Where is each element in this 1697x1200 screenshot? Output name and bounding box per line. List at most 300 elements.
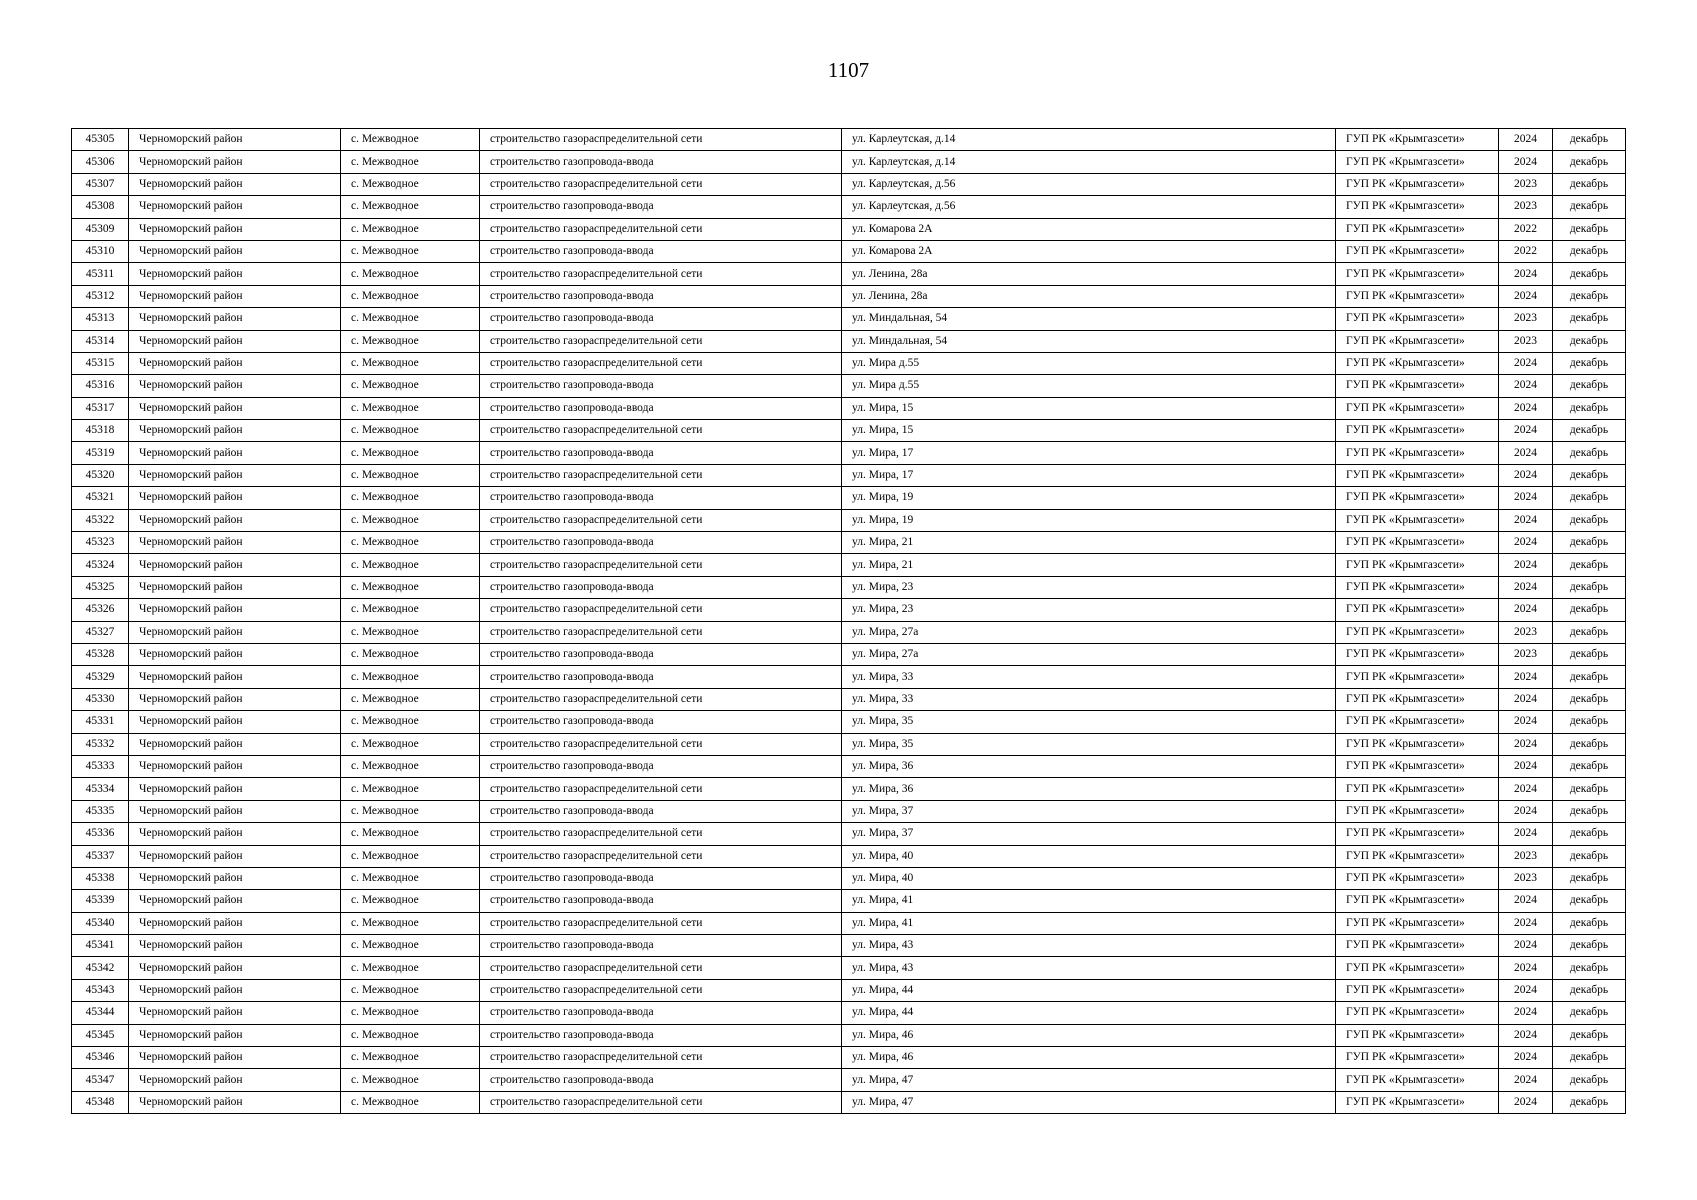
table-row <box>72 532 1626 554</box>
settlement-cell: с. Межводное <box>341 308 480 330</box>
settlement-cell: с. Межводное <box>341 688 480 710</box>
work-type-cell: строительство газопровода-ввода <box>480 711 842 733</box>
district-cell: Черноморский район <box>129 151 341 173</box>
work-type-cell: строительство газораспределительной сети <box>480 330 842 352</box>
district-cell: Черноморский район <box>129 1091 341 1113</box>
year-cell: 2023 <box>1499 173 1553 195</box>
year-cell: 2024 <box>1499 1024 1553 1046</box>
month-cell: декабрь <box>1553 1024 1626 1046</box>
district-cell: Черноморский район <box>129 352 341 374</box>
year-cell: 2023 <box>1499 308 1553 330</box>
month-cell: декабрь <box>1553 1002 1626 1024</box>
contractor-cell: ГУП РК «Крымгазсети» <box>1336 308 1499 330</box>
work-type-cell: строительство газопровода-ввода <box>480 240 842 262</box>
table-row <box>72 912 1626 934</box>
work-type-cell: строительство газопровода-ввода <box>480 532 842 554</box>
contractor-cell: ГУП РК «Крымгазсети» <box>1336 845 1499 867</box>
work-type-cell: строительство газораспределительной сети <box>480 509 842 531</box>
month-cell: декабрь <box>1553 308 1626 330</box>
month-cell: декабрь <box>1553 1091 1626 1113</box>
row-number-cell: 45319 <box>72 442 129 464</box>
month-cell: декабрь <box>1553 1047 1626 1069</box>
address-cell: ул. Миндальная, 54 <box>842 308 1336 330</box>
work-type-cell: строительство газораспределительной сети <box>480 957 842 979</box>
work-type-cell: строительство газораспределительной сети <box>480 621 842 643</box>
table-row <box>72 935 1626 957</box>
table-row <box>72 308 1626 330</box>
page-number: 1107 <box>827 58 870 82</box>
month-cell: декабрь <box>1553 240 1626 262</box>
year-cell: 2024 <box>1499 800 1553 822</box>
month-cell: декабрь <box>1553 218 1626 240</box>
contractor-cell: ГУП РК «Крымгазсети» <box>1336 1002 1499 1024</box>
row-number-cell: 45325 <box>72 576 129 598</box>
year-cell: 2024 <box>1499 151 1553 173</box>
month-cell: декабрь <box>1553 1069 1626 1091</box>
work-type-cell: строительство газораспределительной сети <box>480 263 842 285</box>
table-row <box>72 1091 1626 1113</box>
contractor-cell: ГУП РК «Крымгазсети» <box>1336 957 1499 979</box>
year-cell: 2024 <box>1499 599 1553 621</box>
row-number-cell: 45327 <box>72 621 129 643</box>
address-cell: ул. Мира, 37 <box>842 800 1336 822</box>
district-cell: Черноморский район <box>129 688 341 710</box>
table-row <box>72 129 1626 151</box>
address-cell: ул. Мира, 43 <box>842 957 1336 979</box>
year-cell: 2024 <box>1499 711 1553 733</box>
contractor-cell: ГУП РК «Крымгазсети» <box>1336 890 1499 912</box>
year-cell: 2024 <box>1499 576 1553 598</box>
year-cell: 2024 <box>1499 464 1553 486</box>
address-cell: ул. Мира, 15 <box>842 397 1336 419</box>
address-cell: ул. Ленина, 28а <box>842 285 1336 307</box>
table-row <box>72 375 1626 397</box>
row-number-cell: 45338 <box>72 867 129 889</box>
address-cell: ул. Мира, 19 <box>842 509 1336 531</box>
table-row <box>72 1047 1626 1069</box>
contractor-cell: ГУП РК «Крымгазсети» <box>1336 1069 1499 1091</box>
contractor-cell: ГУП РК «Крымгазсети» <box>1336 666 1499 688</box>
row-number-cell: 45331 <box>72 711 129 733</box>
month-cell: декабрь <box>1553 912 1626 934</box>
row-number-cell: 45330 <box>72 688 129 710</box>
settlement-cell: с. Межводное <box>341 352 480 374</box>
row-number-cell: 45320 <box>72 464 129 486</box>
settlement-cell: с. Межводное <box>341 487 480 509</box>
address-cell: ул. Карлеутская, д.56 <box>842 173 1336 195</box>
work-type-cell: строительство газопровода-ввода <box>480 487 842 509</box>
address-cell: ул. Мира, 43 <box>842 935 1336 957</box>
year-cell: 2024 <box>1499 688 1553 710</box>
settlement-cell: с. Межводное <box>341 375 480 397</box>
contractor-cell: ГУП РК «Крымгазсети» <box>1336 599 1499 621</box>
contractor-cell: ГУП РК «Крымгазсети» <box>1336 420 1499 442</box>
row-number-cell: 45316 <box>72 375 129 397</box>
contractor-cell: ГУП РК «Крымгазсети» <box>1336 196 1499 218</box>
table-row <box>72 755 1626 777</box>
district-cell: Черноморский район <box>129 218 341 240</box>
row-number-cell: 45310 <box>72 240 129 262</box>
work-type-cell: строительство газопровода-ввода <box>480 890 842 912</box>
settlement-cell: с. Межводное <box>341 129 480 151</box>
row-number-cell: 45318 <box>72 420 129 442</box>
table-row <box>72 957 1626 979</box>
year-cell: 2024 <box>1499 532 1553 554</box>
district-cell: Черноморский район <box>129 755 341 777</box>
settlement-cell: с. Межводное <box>341 397 480 419</box>
address-cell: ул. Ленина, 28а <box>842 263 1336 285</box>
year-cell: 2024 <box>1499 979 1553 1001</box>
row-number-cell: 45341 <box>72 935 129 957</box>
contractor-cell: ГУП РК «Крымгазсети» <box>1336 397 1499 419</box>
contractor-cell: ГУП РК «Крымгазсети» <box>1336 979 1499 1001</box>
contractor-cell: ГУП РК «Крымгазсети» <box>1336 464 1499 486</box>
month-cell: декабрь <box>1553 464 1626 486</box>
row-number-cell: 45332 <box>72 733 129 755</box>
work-type-cell: строительство газораспределительной сети <box>480 420 842 442</box>
district-cell: Черноморский район <box>129 375 341 397</box>
work-type-cell: строительство газопровода-ввода <box>480 1024 842 1046</box>
settlement-cell: с. Межводное <box>341 935 480 957</box>
address-cell: ул. Мира, 35 <box>842 711 1336 733</box>
settlement-cell: с. Межводное <box>341 442 480 464</box>
year-cell: 2024 <box>1499 778 1553 800</box>
table-row <box>72 979 1626 1001</box>
table-row <box>72 733 1626 755</box>
settlement-cell: с. Межводное <box>341 1024 480 1046</box>
settlement-cell: с. Межводное <box>341 957 480 979</box>
row-number-cell: 45336 <box>72 823 129 845</box>
work-type-cell: строительство газораспределительной сети <box>480 912 842 934</box>
district-cell: Черноморский район <box>129 420 341 442</box>
table-row <box>72 442 1626 464</box>
month-cell: декабрь <box>1553 957 1626 979</box>
work-type-cell: строительство газопровода-ввода <box>480 151 842 173</box>
contractor-cell: ГУП РК «Крымгазсети» <box>1336 240 1499 262</box>
contractor-cell: ГУП РК «Крымгазсети» <box>1336 823 1499 845</box>
year-cell: 2024 <box>1499 285 1553 307</box>
table-row <box>72 173 1626 195</box>
month-cell: декабрь <box>1553 554 1626 576</box>
settlement-cell: с. Межводное <box>341 196 480 218</box>
table-row <box>72 151 1626 173</box>
row-number-cell: 45314 <box>72 330 129 352</box>
month-cell: декабрь <box>1553 151 1626 173</box>
contractor-cell: ГУП РК «Крымгазсети» <box>1336 688 1499 710</box>
table-row <box>72 397 1626 419</box>
settlement-cell: с. Межводное <box>341 263 480 285</box>
row-number-cell: 45346 <box>72 1047 129 1069</box>
address-cell: ул. Мира, 41 <box>842 912 1336 934</box>
row-number-cell: 45345 <box>72 1024 129 1046</box>
month-cell: декабрь <box>1553 599 1626 621</box>
district-cell: Черноморский район <box>129 867 341 889</box>
address-cell: ул. Комарова 2А <box>842 240 1336 262</box>
work-type-cell: строительство газопровода-ввода <box>480 308 842 330</box>
district-cell: Черноморский район <box>129 554 341 576</box>
month-cell: декабрь <box>1553 576 1626 598</box>
month-cell: декабрь <box>1553 711 1626 733</box>
district-cell: Черноморский район <box>129 733 341 755</box>
table-row <box>72 599 1626 621</box>
row-number-cell: 45317 <box>72 397 129 419</box>
work-type-cell: строительство газопровода-ввода <box>480 666 842 688</box>
table-row <box>72 285 1626 307</box>
district-cell: Черноморский район <box>129 643 341 665</box>
year-cell: 2024 <box>1499 397 1553 419</box>
table-row <box>72 800 1626 822</box>
month-cell: декабрь <box>1553 375 1626 397</box>
year-cell: 2024 <box>1499 352 1553 374</box>
district-cell: Черноморский район <box>129 823 341 845</box>
settlement-cell: с. Межводное <box>341 755 480 777</box>
registry-table <box>71 128 1626 1114</box>
contractor-cell: ГУП РК «Крымгазсети» <box>1336 151 1499 173</box>
work-type-cell: строительство газораспределительной сети <box>480 845 842 867</box>
contractor-cell: ГУП РК «Крымгазсети» <box>1336 218 1499 240</box>
month-cell: декабрь <box>1553 129 1626 151</box>
table-body <box>72 129 1626 1114</box>
year-cell: 2024 <box>1499 733 1553 755</box>
table-row <box>72 1069 1626 1091</box>
year-cell: 2024 <box>1499 666 1553 688</box>
contractor-cell: ГУП РК «Крымгазсети» <box>1336 554 1499 576</box>
settlement-cell: с. Межводное <box>341 823 480 845</box>
row-number-cell: 45347 <box>72 1069 129 1091</box>
table-row <box>72 666 1626 688</box>
row-number-cell: 45326 <box>72 599 129 621</box>
month-cell: декабрь <box>1553 867 1626 889</box>
row-number-cell: 45340 <box>72 912 129 934</box>
work-type-cell: строительство газопровода-ввода <box>480 1069 842 1091</box>
address-cell: ул. Мира, 21 <box>842 532 1336 554</box>
work-type-cell: строительство газопровода-ввода <box>480 442 842 464</box>
month-cell: декабрь <box>1553 442 1626 464</box>
address-cell: ул. Мира, 37 <box>842 823 1336 845</box>
contractor-cell: ГУП РК «Крымгазсети» <box>1336 330 1499 352</box>
address-cell: ул. Мира д.55 <box>842 375 1336 397</box>
district-cell: Черноморский район <box>129 599 341 621</box>
district-cell: Черноморский район <box>129 240 341 262</box>
address-cell: ул. Мира, 23 <box>842 576 1336 598</box>
settlement-cell: с. Межводное <box>341 778 480 800</box>
year-cell: 2024 <box>1499 890 1553 912</box>
row-number-cell: 45335 <box>72 800 129 822</box>
settlement-cell: с. Межводное <box>341 1002 480 1024</box>
district-cell: Черноморский район <box>129 576 341 598</box>
district-cell: Черноморский район <box>129 845 341 867</box>
settlement-cell: с. Межводное <box>341 464 480 486</box>
district-cell: Черноморский район <box>129 487 341 509</box>
address-cell: ул. Мира, 15 <box>842 420 1336 442</box>
year-cell: 2024 <box>1499 375 1553 397</box>
contractor-cell: ГУП РК «Крымгазсети» <box>1336 1091 1499 1113</box>
settlement-cell: с. Межводное <box>341 621 480 643</box>
address-cell: ул. Мира, 33 <box>842 688 1336 710</box>
table-row <box>72 688 1626 710</box>
contractor-cell: ГУП РК «Крымгазсети» <box>1336 733 1499 755</box>
year-cell: 2024 <box>1499 1091 1553 1113</box>
address-cell: ул. Мира д.55 <box>842 352 1336 374</box>
month-cell: декабрь <box>1553 509 1626 531</box>
month-cell: декабрь <box>1553 643 1626 665</box>
month-cell: декабрь <box>1553 487 1626 509</box>
district-cell: Черноморский район <box>129 1069 341 1091</box>
table-row <box>72 643 1626 665</box>
work-type-cell: строительство газораспределительной сети <box>480 464 842 486</box>
district-cell: Черноморский район <box>129 129 341 151</box>
month-cell: декабрь <box>1553 778 1626 800</box>
row-number-cell: 45308 <box>72 196 129 218</box>
row-number-cell: 45306 <box>72 151 129 173</box>
month-cell: декабрь <box>1553 263 1626 285</box>
district-cell: Черноморский район <box>129 935 341 957</box>
district-cell: Черноморский район <box>129 464 341 486</box>
row-number-cell: 45305 <box>72 129 129 151</box>
row-number-cell: 45339 <box>72 890 129 912</box>
table-row <box>72 218 1626 240</box>
contractor-cell: ГУП РК «Крымгазсети» <box>1336 755 1499 777</box>
row-number-cell: 45343 <box>72 979 129 1001</box>
month-cell: декабрь <box>1553 666 1626 688</box>
address-cell: ул. Миндальная, 54 <box>842 330 1336 352</box>
settlement-cell: с. Межводное <box>341 1069 480 1091</box>
settlement-cell: с. Межводное <box>341 509 480 531</box>
year-cell: 2022 <box>1499 240 1553 262</box>
table-row <box>72 823 1626 845</box>
settlement-cell: с. Межводное <box>341 285 480 307</box>
address-cell: ул. Мира, 41 <box>842 890 1336 912</box>
row-number-cell: 45307 <box>72 173 129 195</box>
settlement-cell: с. Межводное <box>341 420 480 442</box>
address-cell: ул. Мира, 36 <box>842 755 1336 777</box>
settlement-cell: с. Межводное <box>341 173 480 195</box>
table-row <box>72 778 1626 800</box>
table-row <box>72 196 1626 218</box>
address-cell: ул. Мира, 27а <box>842 643 1336 665</box>
settlement-cell: с. Межводное <box>341 979 480 1001</box>
year-cell: 2024 <box>1499 823 1553 845</box>
district-cell: Черноморский район <box>129 800 341 822</box>
year-cell: 2024 <box>1499 487 1553 509</box>
table-row <box>72 464 1626 486</box>
contractor-cell: ГУП РК «Крымгазсети» <box>1336 621 1499 643</box>
row-number-cell: 45334 <box>72 778 129 800</box>
table-row <box>72 890 1626 912</box>
year-cell: 2024 <box>1499 420 1553 442</box>
row-number-cell: 45324 <box>72 554 129 576</box>
settlement-cell: с. Межводное <box>341 845 480 867</box>
row-number-cell: 45329 <box>72 666 129 688</box>
month-cell: декабрь <box>1553 420 1626 442</box>
month-cell: декабрь <box>1553 755 1626 777</box>
year-cell: 2023 <box>1499 330 1553 352</box>
contractor-cell: ГУП РК «Крымгазсети» <box>1336 129 1499 151</box>
district-cell: Черноморский район <box>129 308 341 330</box>
year-cell: 2024 <box>1499 263 1553 285</box>
contractor-cell: ГУП РК «Крымгазсети» <box>1336 867 1499 889</box>
contractor-cell: ГУП РК «Крымгазсети» <box>1336 532 1499 554</box>
work-type-cell: строительство газопровода-ввода <box>480 867 842 889</box>
settlement-cell: с. Межводное <box>341 666 480 688</box>
table-row <box>72 263 1626 285</box>
address-cell: ул. Мира, 44 <box>842 1002 1336 1024</box>
contractor-cell: ГУП РК «Крымгазсети» <box>1336 285 1499 307</box>
district-cell: Черноморский район <box>129 330 341 352</box>
settlement-cell: с. Межводное <box>341 1047 480 1069</box>
address-cell: ул. Карлеутская, д.14 <box>842 151 1336 173</box>
district-cell: Черноморский район <box>129 285 341 307</box>
district-cell: Черноморский район <box>129 1047 341 1069</box>
year-cell: 2024 <box>1499 912 1553 934</box>
year-cell: 2023 <box>1499 643 1553 665</box>
contractor-cell: ГУП РК «Крымгазсети» <box>1336 442 1499 464</box>
contractor-cell: ГУП РК «Крымгазсети» <box>1336 352 1499 374</box>
month-cell: декабрь <box>1553 733 1626 755</box>
month-cell: декабрь <box>1553 196 1626 218</box>
month-cell: декабрь <box>1553 173 1626 195</box>
district-cell: Черноморский район <box>129 263 341 285</box>
address-cell: ул. Мира, 17 <box>842 442 1336 464</box>
contractor-cell: ГУП РК «Крымгазсети» <box>1336 935 1499 957</box>
settlement-cell: с. Межводное <box>341 800 480 822</box>
district-cell: Черноморский район <box>129 957 341 979</box>
district-cell: Черноморский район <box>129 912 341 934</box>
work-type-cell: строительство газораспределительной сети <box>480 554 842 576</box>
row-number-cell: 45311 <box>72 263 129 285</box>
district-cell: Черноморский район <box>129 666 341 688</box>
district-cell: Черноморский район <box>129 1002 341 1024</box>
table-row <box>72 487 1626 509</box>
year-cell: 2024 <box>1499 957 1553 979</box>
settlement-cell: с. Межводное <box>341 890 480 912</box>
row-number-cell: 45333 <box>72 755 129 777</box>
settlement-cell: с. Межводное <box>341 867 480 889</box>
month-cell: декабрь <box>1553 352 1626 374</box>
row-number-cell: 45342 <box>72 957 129 979</box>
work-type-cell: строительство газораспределительной сети <box>480 599 842 621</box>
month-cell: декабрь <box>1553 397 1626 419</box>
contractor-cell: ГУП РК «Крымгазсети» <box>1336 1047 1499 1069</box>
contractor-cell: ГУП РК «Крымгазсети» <box>1336 173 1499 195</box>
row-number-cell: 45315 <box>72 352 129 374</box>
district-cell: Черноморский район <box>129 890 341 912</box>
work-type-cell: строительство газораспределительной сети <box>480 979 842 1001</box>
district-cell: Черноморский район <box>129 621 341 643</box>
work-type-cell: строительство газопровода-ввода <box>480 576 842 598</box>
work-type-cell: строительство газопровода-ввода <box>480 1002 842 1024</box>
work-type-cell: строительство газопровода-ввода <box>480 196 842 218</box>
year-cell: 2023 <box>1499 845 1553 867</box>
settlement-cell: с. Межводное <box>341 532 480 554</box>
address-cell: ул. Карлеутская, д.14 <box>842 129 1336 151</box>
month-cell: декабрь <box>1553 979 1626 1001</box>
month-cell: декабрь <box>1553 800 1626 822</box>
month-cell: декабрь <box>1553 621 1626 643</box>
work-type-cell: строительство газопровода-ввода <box>480 643 842 665</box>
district-cell: Черноморский район <box>129 532 341 554</box>
district-cell: Черноморский район <box>129 397 341 419</box>
contractor-cell: ГУП РК «Крымгазсети» <box>1336 912 1499 934</box>
table-row <box>72 576 1626 598</box>
table-row <box>72 330 1626 352</box>
contractor-cell: ГУП РК «Крымгазсети» <box>1336 778 1499 800</box>
row-number-cell: 45312 <box>72 285 129 307</box>
address-cell: ул. Мира, 35 <box>842 733 1336 755</box>
row-number-cell: 45309 <box>72 218 129 240</box>
work-type-cell: строительство газораспределительной сети <box>480 173 842 195</box>
contractor-cell: ГУП РК «Крымгазсети» <box>1336 643 1499 665</box>
